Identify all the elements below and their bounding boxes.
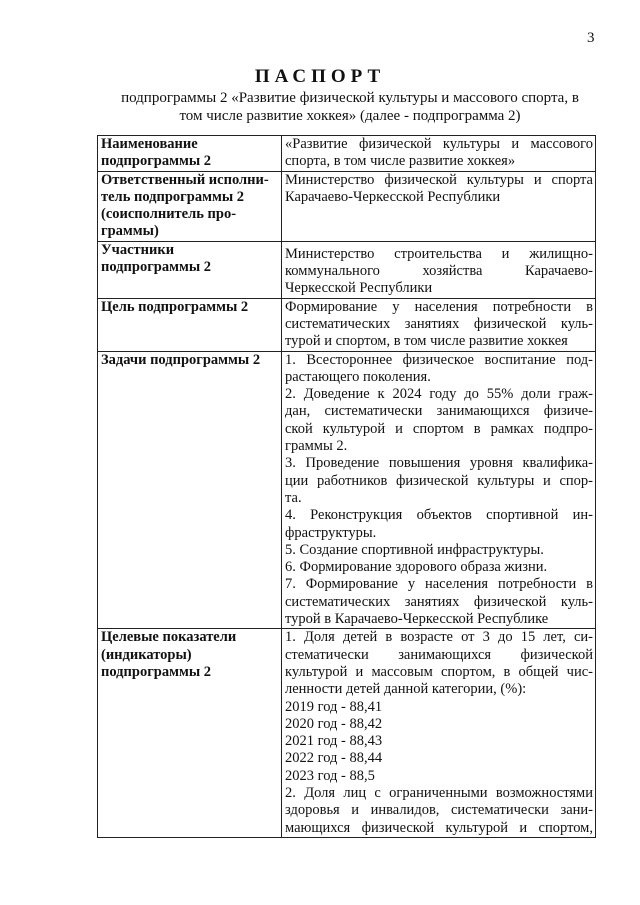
row-value <box>282 241 596 298</box>
label-line: подпрограммы 2 <box>101 259 212 276</box>
label-line: граммы) <box>101 223 159 240</box>
value-line: 7. Формирование у населения потребности в <box>285 576 593 593</box>
value-line: 5. Создание спортивной инфраструктуры. <box>285 541 544 558</box>
value-line: 4. Реконструкция объектов спортивной ин- <box>285 507 593 524</box>
table-row <box>98 171 596 241</box>
row-value <box>282 136 596 172</box>
value-line: 2022 год - 88,44 <box>285 750 383 767</box>
row-label <box>98 241 282 298</box>
value-line: 2023 год - 88,5 <box>285 767 375 784</box>
row-value <box>282 629 596 838</box>
value-line: 6. Формирование здорового образа жизни. <box>285 559 548 576</box>
row-label <box>98 351 282 629</box>
row-label <box>98 171 282 241</box>
value-line: 2019 год - 88,41 <box>285 698 383 715</box>
row-value <box>282 171 596 241</box>
label-line: Наименование <box>101 136 198 152</box>
row-value <box>282 351 596 629</box>
value-line: Формирование у населения потребности в <box>285 298 593 315</box>
value-line: коммунального хозяйства Карачаево- <box>285 263 593 280</box>
value-line: 2. Доля лиц с ограниченными возможностями <box>285 784 593 801</box>
label-line: подпрограммы 2 <box>101 153 212 170</box>
value-line: культурой и массовым спортом, в общей чис- <box>285 663 593 680</box>
value-line: систематических занятиях физической куль- <box>285 593 593 610</box>
document-subtitle <box>110 89 590 125</box>
table-row <box>98 136 596 172</box>
label-line: (индикаторы) <box>101 646 192 663</box>
value-line: турой и спортом, в том числе развитие хоккея <box>285 333 568 350</box>
value-line: Карачаево-Черкесской Республики <box>285 188 501 205</box>
value-line: 3. Проведение повышения уровня квалифика- <box>285 455 593 472</box>
label-line: Целевые показатели <box>101 629 237 646</box>
value-line: 1. Доля детей в возрасте от 3 до 15 лет, си- <box>285 629 593 646</box>
value-line: фраструктуры. <box>285 524 377 541</box>
value-line: граммы 2. <box>285 438 348 455</box>
value-line: дан, систематически занимающихся физиче- <box>285 403 593 420</box>
table-row <box>98 298 596 351</box>
value-line: 2021 год - 88,43 <box>285 733 383 750</box>
subtitle-line: том числе развитие хоккея» (далее - подпрограмма 2) <box>179 108 521 124</box>
label-line: Задачи подпрограммы 2 <box>101 351 261 368</box>
value-line: ции работников физической культуры и спор- <box>285 472 593 489</box>
table-row <box>98 629 596 838</box>
table-row <box>98 241 596 298</box>
label-line: тель подпрограммы 2 <box>101 188 245 205</box>
label-line: (соисполнитель про- <box>101 206 237 223</box>
value-line: Министерство строительства и жилищно- <box>285 245 593 262</box>
value-line: стематически занимающихся физической <box>285 646 593 663</box>
label-line: подпрограммы 2 <box>101 663 212 680</box>
label-line: Участники <box>101 241 175 258</box>
value-line: спорта, в том числе развитие хоккея» <box>285 153 516 170</box>
subtitle-line: подпрограммы 2 «Развитие физической культуры и массового спорта, в <box>121 90 579 106</box>
value-line: 2020 год - 88,42 <box>285 715 383 732</box>
value-line: «Развитие физической культуры и массового <box>285 136 593 152</box>
row-label <box>98 298 282 351</box>
value-line: систематических занятиях физической куль- <box>285 315 593 332</box>
value-line: здоровья и инвалидов, систематически зани- <box>285 802 593 819</box>
value-line: 1. Всестороннее физическое воспитание под- <box>285 351 593 368</box>
row-label <box>98 136 282 172</box>
row-label <box>98 629 282 838</box>
value-line: ской культурой и спортом в рамках подпро- <box>285 420 593 437</box>
row-value <box>282 298 596 351</box>
label-line: Цель подпрограммы 2 <box>101 298 249 315</box>
page-number: 3 <box>587 30 595 46</box>
value-line: растающего поколения. <box>285 368 431 385</box>
value-line: турой в Карачаево-Черкесской Республике <box>285 611 549 628</box>
passport-table <box>97 135 596 838</box>
document-title: ПАСПОРТ <box>254 66 386 87</box>
table-row <box>98 351 596 629</box>
value-line: Черкесской Республики <box>285 280 433 297</box>
label-line: Ответственный исполни- <box>101 171 269 188</box>
value-line: Министерство физической культуры и спорта <box>285 171 593 188</box>
value-line: 2. Доведение к 2024 году до 55% доли граж- <box>285 386 593 403</box>
value-line: мающихся физической культурой и спортом, <box>285 819 593 836</box>
value-line: ленности детей данной категории, (%): <box>285 681 527 698</box>
value-line: та. <box>285 489 302 506</box>
